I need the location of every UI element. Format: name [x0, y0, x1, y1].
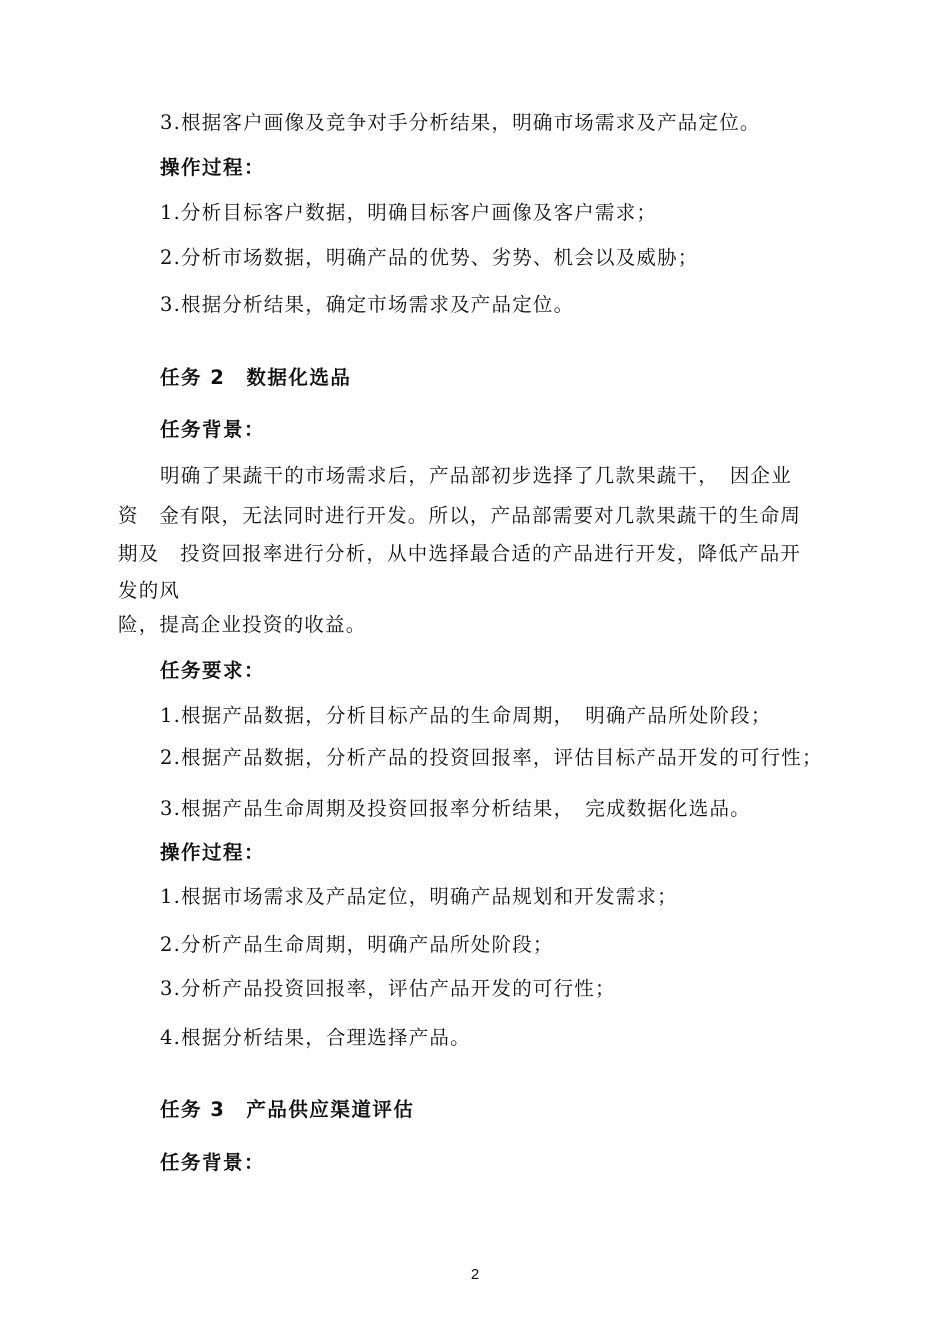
background-paragraph-line-1: 明确了果蔬干的市场需求后，产品部初步选择了几款果蔬干， 因企业: [160, 464, 792, 487]
requirement-3: 3.根据产品生命周期及投资回报率分析结果， 完成数据化选品。: [160, 797, 751, 820]
operation-heading-2: 操作过程：: [160, 841, 266, 864]
step-3-text: 3.根据客户画像及竞争对手分析结果，明确市场需求及产品定位。: [160, 111, 761, 134]
background-paragraph-line-3: 期及 投资回报率进行分析，从中选择最合适的产品进行开发，降低产品开: [118, 542, 802, 565]
operation-2-step-2: 2.分析产品生命周期，明确产品所处阶段；: [160, 933, 554, 956]
task-2-heading: 任务 2 数据化选品: [160, 366, 352, 389]
requirement-2: 2.根据产品数据，分析产品的投资回报率，评估目标产品开发的可行性；: [160, 746, 823, 769]
operation-step-2: 2.分析市场数据，明确产品的优势、劣势、机会以及威胁；: [160, 246, 699, 269]
background-paragraph-line-4: 发的风: [118, 579, 181, 602]
task-requirements-heading: 任务要求：: [160, 659, 266, 682]
task-3-background-heading: 任务背景：: [160, 1151, 266, 1174]
page-number: 2: [470, 1266, 480, 1283]
operation-heading: 操作过程：: [160, 156, 266, 179]
operation-2-step-3: 3.分析产品投资回报率，评估产品开发的可行性；: [160, 977, 616, 1000]
operation-2-step-4: 4.根据分析结果，合理选择产品。: [160, 1026, 471, 1049]
operation-2-step-1: 1.根据市场需求及产品定位，明确产品规划和开发需求；: [160, 885, 678, 908]
background-paragraph-line-2: 资 金有限，无法同时进行开发。所以，产品部需要对几款果蔬干的生命周: [118, 504, 802, 527]
task-background-heading: 任务背景：: [160, 418, 266, 441]
background-paragraph-line-5: 险，提高企业投资的收益。: [118, 613, 367, 636]
task-3-heading: 任务 3 产品供应渠道评估: [160, 1098, 415, 1121]
requirement-1: 1.根据产品数据，分析目标产品的生命周期， 明确产品所处阶段；: [160, 704, 772, 727]
operation-step-1: 1.分析目标客户数据，明确目标客户画像及客户需求；: [160, 201, 658, 224]
operation-step-3: 3.根据分析结果，确定市场需求及产品定位。: [160, 293, 575, 316]
